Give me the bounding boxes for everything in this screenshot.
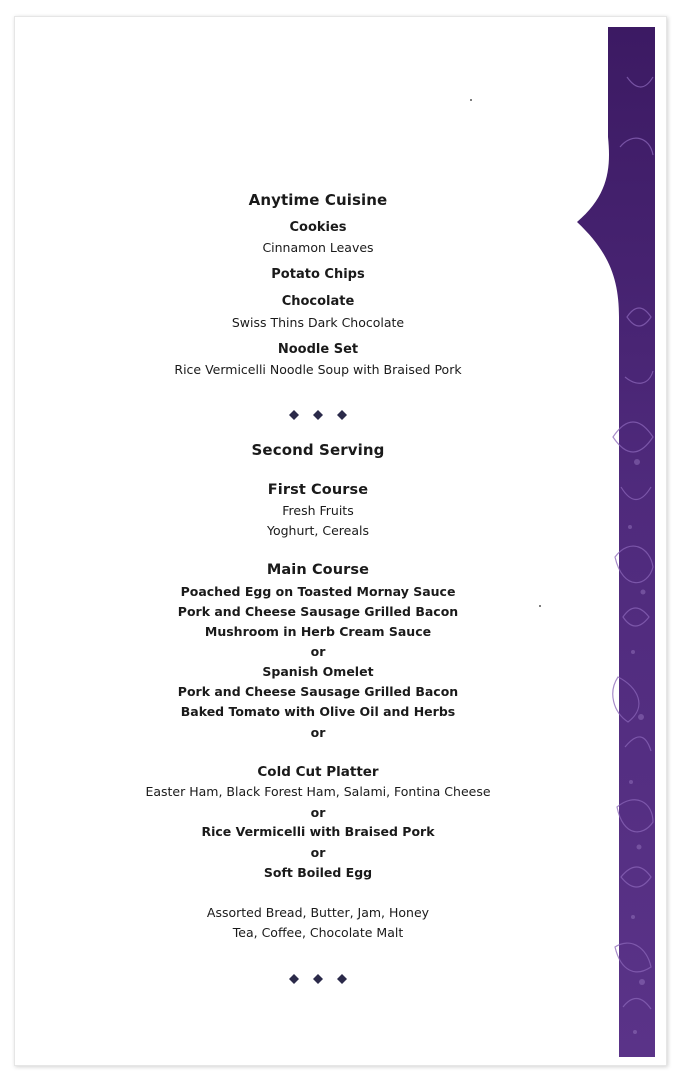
extras-line: Tea, Coffee, Chocolate Malt (232, 925, 404, 940)
main-course-option2-line: Baked Tomato with Olive Oil and Herbs (180, 704, 456, 719)
diamond-separator (15, 970, 621, 989)
diamond-separator (15, 406, 621, 425)
extras-line: Assorted Bread, Butter, Jam, Honey (206, 905, 430, 920)
main-course-option1-line: Pork and Cheese Sausage Grilled Bacon (177, 604, 459, 619)
item-name-potato-chips: Potato Chips (271, 267, 365, 282)
or-divider: or (310, 845, 326, 860)
rice-vermicelli-item: Rice Vermicelli with Braised Pork (201, 824, 435, 839)
cold-cut-platter-title: Cold Cut Platter (257, 764, 379, 780)
section-title-second-serving: Second Serving (251, 441, 385, 459)
speck-mark (470, 99, 472, 101)
main-course-option1-line: Poached Egg on Toasted Mornay Sauce (180, 584, 456, 599)
or-divider: or (310, 644, 326, 659)
first-course-item: Yoghurt, Cereals (266, 523, 369, 538)
item-name-noodle-set: Noodle Set (277, 342, 359, 357)
section-title-anytime-cuisine: Anytime Cuisine (248, 191, 388, 209)
main-course-option2-line: Pork and Cheese Sausage Grilled Bacon (177, 684, 459, 699)
course-title-first-course: First Course (267, 482, 369, 498)
menu-page (14, 16, 667, 1066)
soft-boiled-egg-item: Soft Boiled Egg (263, 865, 373, 880)
item-desc-cookies: Cinnamon Leaves (262, 240, 374, 255)
item-desc-noodle-set: Rice Vermicelli Noodle Soup with Braised Pork (174, 362, 462, 377)
cold-cut-platter-desc: Easter Ham, Black Forest Ham, Salami, Fontina Cheese (145, 784, 491, 799)
course-title-main-course: Main Course (266, 562, 370, 578)
main-course-option2-line: Spanish Omelet (262, 664, 374, 679)
item-name-cookies: Cookies (289, 220, 347, 235)
item-desc-chocolate: Swiss Thins Dark Chocolate (231, 315, 405, 330)
or-divider: or (310, 725, 326, 740)
item-name-chocolate: Chocolate (281, 294, 355, 309)
first-course-item: Fresh Fruits (282, 503, 354, 518)
or-divider: or (310, 805, 326, 820)
main-course-option1-line: Mushroom in Herb Cream Sauce (204, 624, 432, 639)
